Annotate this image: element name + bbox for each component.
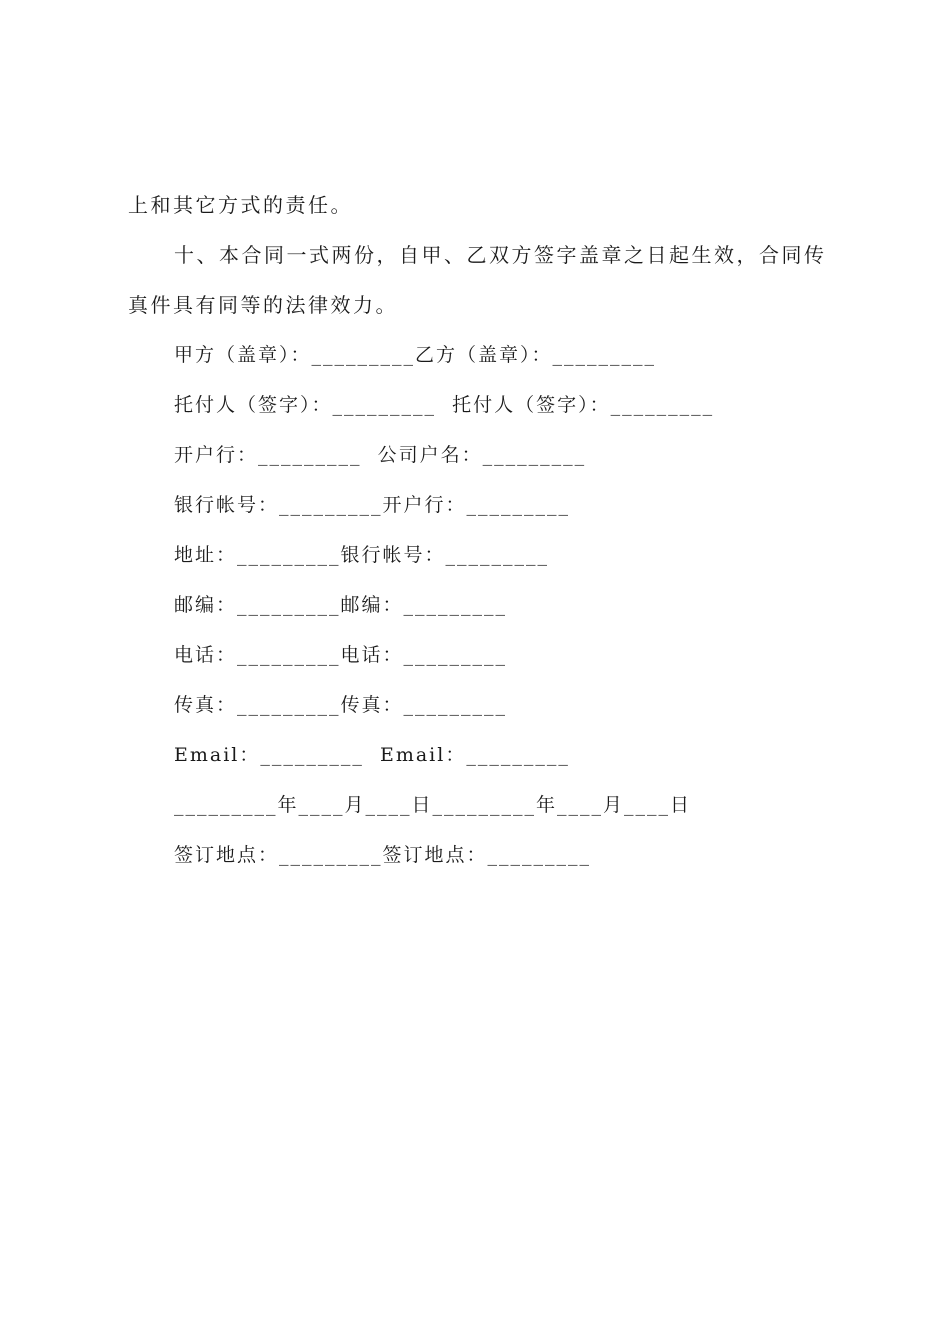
signing-place-row: 签订地点：_________签订地点：_________ <box>174 844 592 866</box>
fax-row: 传真：_________传真：_________ <box>174 694 508 716</box>
bank-company-name-row: 开户行：_________ 公司户名：_________ <box>174 444 587 466</box>
bank-account-row: 银行帐号：_________开户行：_________ <box>174 494 571 516</box>
clause-ten-line-1: 十、本合同一式两份，自甲、乙双方签字盖章之日起生效，合同传 <box>174 243 827 267</box>
paragraph-continuation: 上和其它方式的责任。 <box>128 193 353 217</box>
agent-signature-row: 托付人（签字）：_________ 托付人（签字）：_________ <box>174 394 715 416</box>
phone-row: 电话：_________电话：_________ <box>174 644 508 666</box>
email-row: Email：_________ Email：_________ <box>174 744 570 766</box>
address-account-row: 地址：_________银行帐号：_________ <box>174 544 550 566</box>
clause-ten-line-2: 真件具有同等的法律效力。 <box>128 293 398 317</box>
party-seal-row: 甲方（盖章）：_________乙方（盖章）：_________ <box>174 344 657 366</box>
date-row: _________年____月____日_________年____月____日 <box>174 794 692 816</box>
postcode-row: 邮编：_________邮编：_________ <box>174 594 508 616</box>
